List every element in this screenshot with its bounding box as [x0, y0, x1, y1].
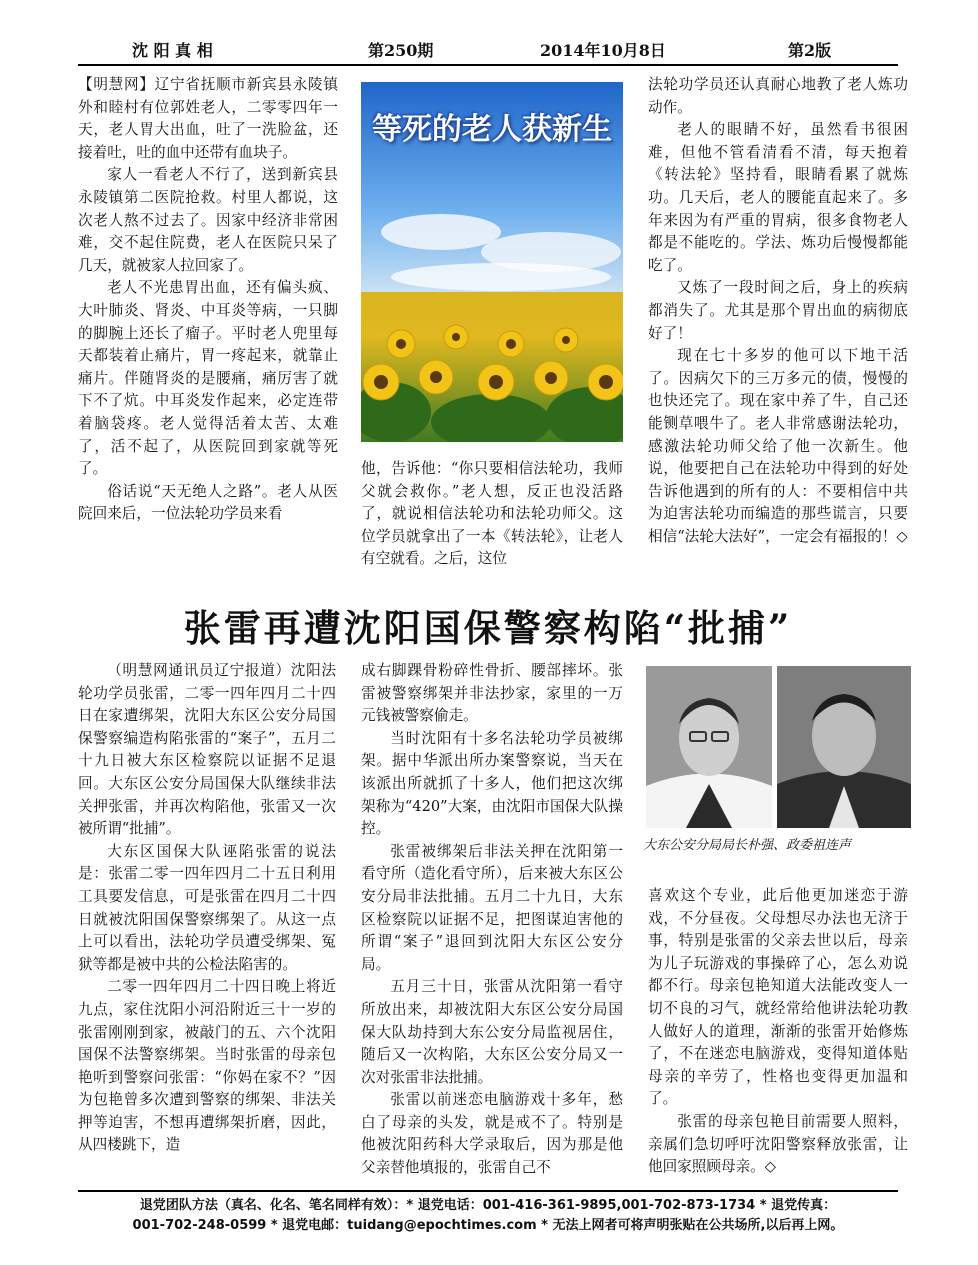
footer-notice: [78, 1196, 898, 1236]
masthead: [78, 34, 898, 64]
article2-column-3: [648, 885, 908, 1180]
paragraph: 大东区国保大队诬陷张雷的说法是：张雷二零一四年四月二十五日利用工具要发信息，可是张雷在四月二十四日就被沈阳国保警察绑架了。从这一点上可以看出，法轮功学员遭受绑架、冤狱等都是被中共的公检法陷害的。: [78, 842, 336, 973]
paragraph: 俗话说“天无绝人之路”。老人从医院回来后，一位法轮功学员来看: [78, 482, 338, 523]
paragraph: 五月三十日，张雷从沈阳第一看守所放出来，却被沈阳大东区公安分局国保大队劫持到大东公安分局监视居住，随后又一次构陷，大东区公安分局又一次对张雷非法批捕。: [361, 978, 623, 1086]
page-number: 第2版: [788, 41, 832, 60]
paragraph: 二零一四年四月二十四日晚上将近九点，家住沈阳小河沿附近三十一岁的张雷刚刚到家，被敲门的五、六个沈阳国保不法警察绑架。当时张雷的母亲包艳听到警察问张雷：“你妈在家不？”因为包艳曾多次遭到警察的绑架、非法关押等迫害，不想再遭绑架折磨，因此，从四楼跳下，造: [78, 978, 336, 1154]
paragraph: 当时沈阳有十多名法轮功学员被绑架。据中华派出所办案警察说，当天在该派出所就抓了十多人，他们把这次绑架称为“420”大案，由沈阳市国保大队操控。: [361, 729, 623, 838]
paper-name: 沈 阳 真 相: [132, 41, 213, 60]
paragraph: 法轮功学员还认真耐心地教了老人炼功动作。: [648, 76, 908, 116]
article2-column-1: [78, 660, 336, 1180]
portrait-picture: [646, 666, 772, 828]
article1-column-1: [78, 74, 338, 574]
portrait-picture: [777, 666, 911, 828]
article2-column-2: [361, 660, 623, 1180]
photo-caption: 大东公安分局局长朴强、政委祖连声: [643, 838, 852, 853]
portrait-photo-political-commissar: [777, 666, 911, 828]
paragraph: （明慧网通讯员辽宁报道）沈阳法轮功学员张雷，二零一四年四月二十四日在家遭绑架，沈阳大东区公安分局国保警察编造构陷张雷的“案子”，五月二十九日被大东区检察院以证据不足退回。大东区公安分局国保大队继续非法关押张雷，并再次构陷他，张雷又一次被所谓“批捕”。: [78, 662, 336, 838]
issue-date: 2014年10月8日: [540, 41, 666, 60]
sunflower-field-image: [361, 82, 623, 442]
paragraph: 成右脚踝骨粉碎性骨折、腰部摔坏。张雷被警察绑架并非法抄家，家里的一万元钱被警察偷走。: [361, 662, 623, 725]
header-divider: [78, 64, 898, 66]
footer-divider: [78, 1190, 898, 1192]
article1-column-3: [648, 74, 908, 579]
paragraph: 张雷以前迷恋电脑游戏十多年，愁白了母亲的头发，就是戒不了。特别是他被沈阳药科大学录取后，因为那是他父亲替他填报的，张雷自己不: [361, 1091, 623, 1177]
paragraph: 现在七十多岁的他可以下地干活了。因病欠下的三万多元的债，慢慢的也快还完了。现在家中养了牛，自己还能铡草喂牛了。老人非常感谢法轮功，感激法轮功师父给了他一次新生。他说，他要把自己在法轮功中得到的好处告诉他遇到的所有的人：不要相信中共为迫害法轮功而编造的那些谎言，只要相信“法轮大法好”，一定会有福报的！◇: [648, 347, 908, 545]
paragraph: 张雷的母亲包艳目前需要人照料，亲属们急切呼吁沈阳警察释放张雷，让他回家照顾母亲。◇: [648, 1112, 908, 1176]
paragraph: 张雷被绑架后非法关押在沈阳第一看守所（造化看守所），后来被大东区公安分局非法批捕。五月二十九日，大东区检察院以证据不足，把图谋迫害他的所谓“案子”退回到沈阳大东区公安分局。: [361, 842, 623, 973]
issue-number: 第250期: [368, 41, 434, 60]
footer-line: 001-702-248-0599 * 退党电邮：tuidang@epochtimes.com * 无法上网者可将声明张贴在公共场所,以后再上网。: [132, 1218, 844, 1233]
paragraph: 又炼了一段时间之后，身上的疾病都消失了。尤其是那个胃出血的病彻底好了！: [648, 279, 908, 342]
footer-line: 退党团队方法（真名、化名、笔名同样有效）：* 退党电话：001-416-361-9895,001-702-873-1734 * 退党传真：: [139, 1198, 837, 1213]
paragraph: 家人一看老人不行了，送到新宾县永陵镇第二医院抢救。村里人都说，这次老人熬不过去了。因家中经济非常困难，交不起住院费，老人在医院只呆了几天，就被家人拉回家了。: [78, 166, 338, 274]
paragraph: 【明慧网】辽宁省抚顺市新宾县永陵镇外和睦村有位郭姓老人，二零零四年一天，老人胃大出血，吐了一洗脸盆，还接着吐，吐的血中还带有血块子。: [78, 76, 338, 161]
portrait-photo-police-chief: [646, 666, 772, 828]
paragraph: 喜欢这个专业，此后他更加迷恋于游戏，不分昼夜。父母想尽办法也无济于事，特别是张雷的父亲去世以后，母亲为儿子玩游戏的事操碎了心，怎么劝说都不行。母亲包艳知道大法能改变人一切不良的习气，就经常给他讲法轮功教人做好人的道理，渐渐的张雷开始修炼了，不在迷恋电脑游戏，变得知道体贴母亲的辛劳了，性格也变得更加温和了。: [648, 887, 908, 1108]
paragraph: 他，告诉他：“你只要相信法轮功，我师父就会救你。”老人想，反正也没活路了，就说相信法轮功和法轮功师父。这位学员就拿出了一本《转法轮》，让老人有空就看。之后，这位: [361, 460, 623, 568]
paragraph: 老人的眼睛不好，虽然看书很困难，但他不管看清看不清，每天抱着《转法轮》坚持看，眼睛看累了就炼功。几天后，老人的腰能直起来了。多年来因为有严重的胃病，很多食物老人都是不能吃的。学法、炼功后慢慢都能吃了。: [648, 121, 908, 274]
paragraph: 老人不光患胃出血，还有偏头疯、大叶肺炎、肾炎、中耳炎等病，一只脚的脚腕上还长了瘤子。平时老人兜里每天都装着止痛片，胃一疼起来，就靠止痛片。伴随肾炎的是腰痛，痛厉害了就下不了炕。中耳炎发作起来，必定连带着脑袋疼。老人觉得活着太苦、太难了，活不起了，从医院回到家就等死了。: [78, 279, 338, 478]
article2-headline: 张雷再遭沈阳国保警察构陷“批捕”: [183, 606, 793, 650]
article1-column-2: [361, 458, 623, 578]
image-title: 等死的老人获新生: [372, 112, 612, 147]
